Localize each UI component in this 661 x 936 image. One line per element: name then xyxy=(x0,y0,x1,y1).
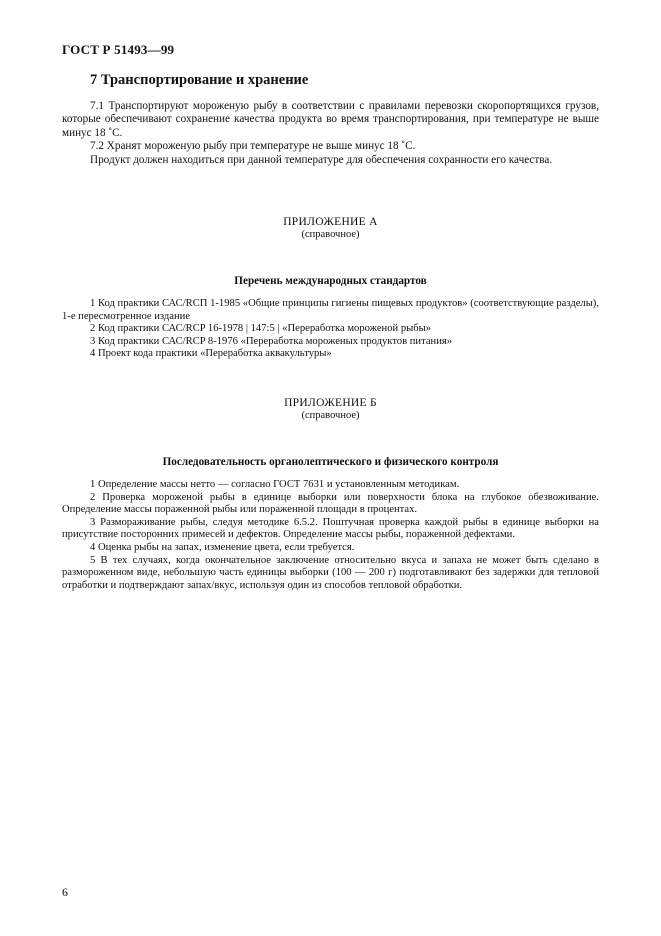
annex-b-list xyxy=(62,479,599,592)
paragraph-7-1: 7.1 Транспортируют мороженую рыбу в соответствии с правилами перевозки скоропортящихся грузов, которые обеспечивают сохранение качества продукта во время транспортирования, при температуре не выше минус 18 ˚С. xyxy=(62,100,599,139)
annex-a-title: Перечень международных стандартов xyxy=(234,275,427,287)
annex-a-heading xyxy=(62,216,599,241)
paragraph-7-3: Продукт должен находиться при данной температуре для обеспечения сохранности его качества. xyxy=(90,153,553,166)
document-header: ГОСТ Р 51493—99 xyxy=(62,42,175,57)
annex-a-status: (справочное) xyxy=(301,228,360,240)
annex-a-label: ПРИЛОЖЕНИЕ А xyxy=(283,216,378,228)
section-7-body xyxy=(62,100,599,167)
list-item: 5 В тех случаях, когда окончательное заключение относительно вкуса и запаха не может быть сделано в размороженном виде, небольшую часть единицы выборки (100 — 200 г) подготавливают без задержки для тепловой отработки и подтверждают запах/вкус, используя один из способов тепловой обработки. xyxy=(62,554,599,591)
annex-b-status: (справочное) xyxy=(301,409,360,421)
page-number: 6 xyxy=(62,885,68,899)
list-item: 2 Проверка мороженой рыбы в единице выборки или поверхности блока на глубокое обезвоживание. Определение массы пораженной рыбы или пораженной площади в процентах. xyxy=(62,491,599,516)
list-item: 1 Определение массы нетто — согласно ГОСТ 7631 и установленным методикам. xyxy=(90,479,460,490)
list-item: 2 Код практики САС/RCP 16-1978 | 147:5 | «Переработка мороженой рыбы» xyxy=(90,323,432,335)
paragraph-7-2: 7.2 Хранят мороженую рыбу при температуре не выше минус 18 ˚С. xyxy=(90,140,416,153)
annex-b-label: ПРИЛОЖЕНИЕ Б xyxy=(284,397,377,409)
list-item: 4 Оценка рыбы на запах, изменение цвета, если требуется. xyxy=(90,541,355,553)
list-item: 4 Проект кода практики «Переработка аквакультуры» xyxy=(90,348,332,360)
section-7-title: 7 Транспортирование и хранение xyxy=(90,72,309,88)
annex-a-list xyxy=(62,298,599,361)
annex-b-title: Последовательность органолептического и физического контроля xyxy=(162,456,499,468)
list-item: 3 Размораживание рыбы, следуя методике 6.5.2. Поштучная проверка каждой рыбы в единице выборки на присутствие посторонних примесей и дефектов. Определение массы рыбы, пораженной дефектами. xyxy=(62,516,599,541)
list-item: 3 Код практики САС/RCP 8-1976 «Переработка мороженых продуктов питания» xyxy=(90,335,453,347)
list-item: 1 Код практики САС/RCП 1-1985 «Общие принципы гигиены пищевых продуктов» (соответствующие разделы), 1-е пересмотренное издание xyxy=(62,298,599,322)
annex-b-heading xyxy=(62,397,599,422)
